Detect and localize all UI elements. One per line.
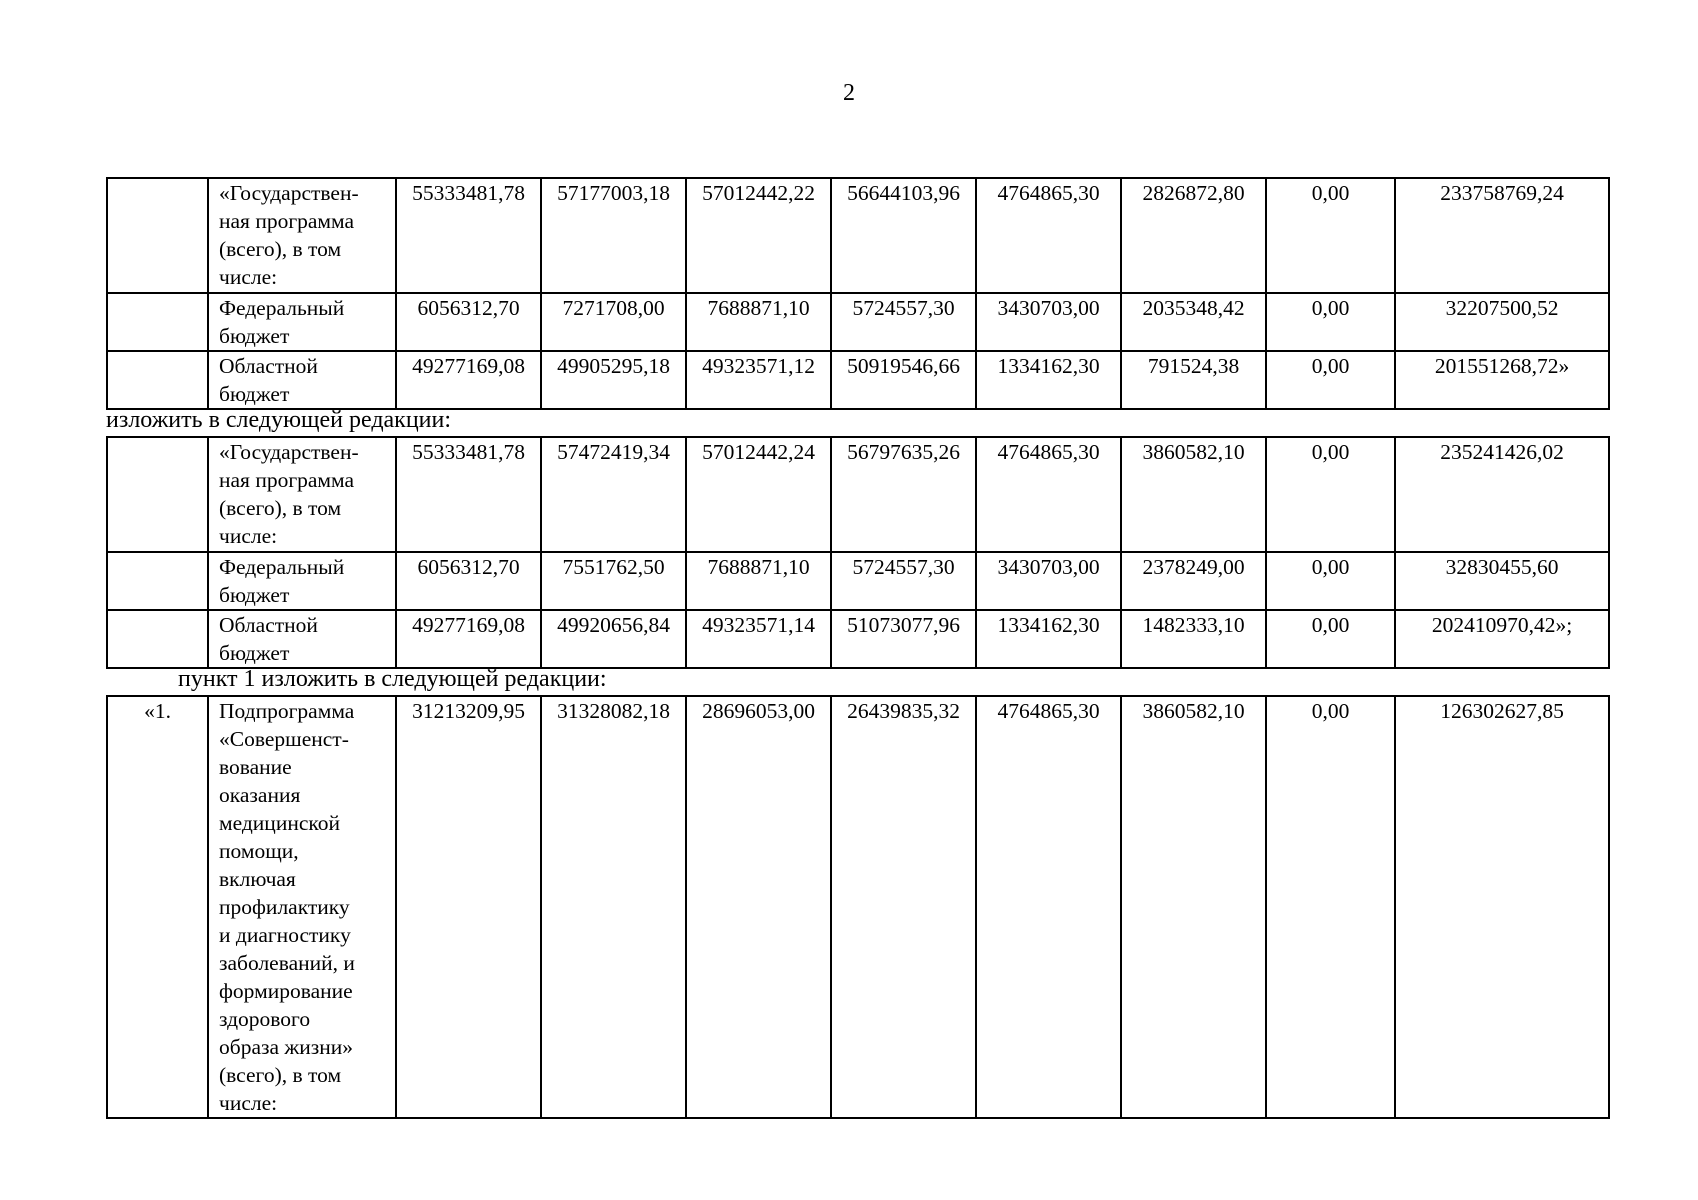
table-point-1 <box>106 695 1610 1119</box>
value-cell: 5724557,30 <box>831 552 976 610</box>
value-cell: 50919546,66 <box>831 351 976 409</box>
value-cell: 3430703,00 <box>976 293 1121 351</box>
total-cell: 126302627,85 <box>1395 696 1609 1118</box>
value-cell: 0,00 <box>1266 293 1395 351</box>
value-cell: 55333481,78 <box>396 437 541 552</box>
value-cell: 57012442,22 <box>686 178 831 293</box>
value-cell: 6056312,70 <box>396 293 541 351</box>
table-after <box>106 436 1610 669</box>
table-row <box>107 293 1609 351</box>
value-cell: 57177003,18 <box>541 178 686 293</box>
value-cell: 4764865,30 <box>976 696 1121 1118</box>
value-cell: 49277169,08 <box>396 610 541 668</box>
value-cell: 0,00 <box>1266 696 1395 1118</box>
row-label: Федеральный бюджет <box>208 552 396 610</box>
row-number <box>107 351 208 409</box>
total-cell: 32830455,60 <box>1395 552 1609 610</box>
row-label: Подпрограмма «Совершенст- вование оказания медицинской помощи, включая профилактику и диагностику заболеваний, и формирование здорового образа жизни» (всего), в том числе: <box>208 696 396 1118</box>
table-row <box>107 552 1609 610</box>
value-cell: 0,00 <box>1266 351 1395 409</box>
value-cell: 7551762,50 <box>541 552 686 610</box>
value-cell: 56797635,26 <box>831 437 976 552</box>
value-cell: 49323571,14 <box>686 610 831 668</box>
value-cell: 7271708,00 <box>541 293 686 351</box>
value-cell: 31328082,18 <box>541 696 686 1118</box>
row-number: «1. <box>107 696 208 1118</box>
total-cell: 233758769,24 <box>1395 178 1609 293</box>
total-cell: 201551268,72» <box>1395 351 1609 409</box>
table-row <box>107 696 1609 1118</box>
table-row <box>107 351 1609 409</box>
value-cell: 2378249,00 <box>1121 552 1266 610</box>
value-cell: 49323571,12 <box>686 351 831 409</box>
value-cell: 31213209,95 <box>396 696 541 1118</box>
value-cell: 57472419,34 <box>541 437 686 552</box>
table-row <box>107 437 1609 552</box>
value-cell: 3430703,00 <box>976 552 1121 610</box>
table-row <box>107 610 1609 668</box>
row-label: «Государствен- ная программа (всего), в том числе: <box>208 178 396 293</box>
value-cell: 55333481,78 <box>396 178 541 293</box>
value-cell: 6056312,70 <box>396 552 541 610</box>
value-cell: 1334162,30 <box>976 610 1121 668</box>
value-cell: 49920656,84 <box>541 610 686 668</box>
value-cell: 0,00 <box>1266 437 1395 552</box>
total-cell: 32207500,52 <box>1395 293 1609 351</box>
value-cell: 0,00 <box>1266 178 1395 293</box>
page-number: 2 <box>843 80 855 106</box>
value-cell: 3860582,10 <box>1121 437 1266 552</box>
value-cell: 49905295,18 <box>541 351 686 409</box>
value-cell: 2826872,80 <box>1121 178 1266 293</box>
row-label: Областной бюджет <box>208 351 396 409</box>
value-cell: 51073077,96 <box>831 610 976 668</box>
total-cell: 202410970,42»; <box>1395 610 1609 668</box>
value-cell: 7688871,10 <box>686 293 831 351</box>
table-row <box>107 178 1609 293</box>
value-cell: 3860582,10 <box>1121 696 1266 1118</box>
value-cell: 7688871,10 <box>686 552 831 610</box>
amendment-heading-point-1: пункт 1 изложить в следующей редакции: <box>178 666 607 692</box>
value-cell: 26439835,32 <box>831 696 976 1118</box>
row-number <box>107 293 208 351</box>
row-number <box>107 178 208 293</box>
value-cell: 5724557,30 <box>831 293 976 351</box>
value-cell: 56644103,96 <box>831 178 976 293</box>
table-before <box>106 177 1610 410</box>
row-number <box>107 552 208 610</box>
value-cell: 28696053,00 <box>686 696 831 1118</box>
total-cell: 235241426,02 <box>1395 437 1609 552</box>
row-label: Федеральный бюджет <box>208 293 396 351</box>
row-number <box>107 610 208 668</box>
value-cell: 0,00 <box>1266 610 1395 668</box>
value-cell: 57012442,24 <box>686 437 831 552</box>
value-cell: 49277169,08 <box>396 351 541 409</box>
value-cell: 4764865,30 <box>976 178 1121 293</box>
value-cell: 1482333,10 <box>1121 610 1266 668</box>
value-cell: 791524,38 <box>1121 351 1266 409</box>
row-label: Областной бюджет <box>208 610 396 668</box>
amendment-heading: изложить в следующей редакции: <box>106 407 452 433</box>
value-cell: 1334162,30 <box>976 351 1121 409</box>
value-cell: 4764865,30 <box>976 437 1121 552</box>
row-label: «Государствен- ная программа (всего), в том числе: <box>208 437 396 552</box>
value-cell: 2035348,42 <box>1121 293 1266 351</box>
row-number <box>107 437 208 552</box>
value-cell: 0,00 <box>1266 552 1395 610</box>
